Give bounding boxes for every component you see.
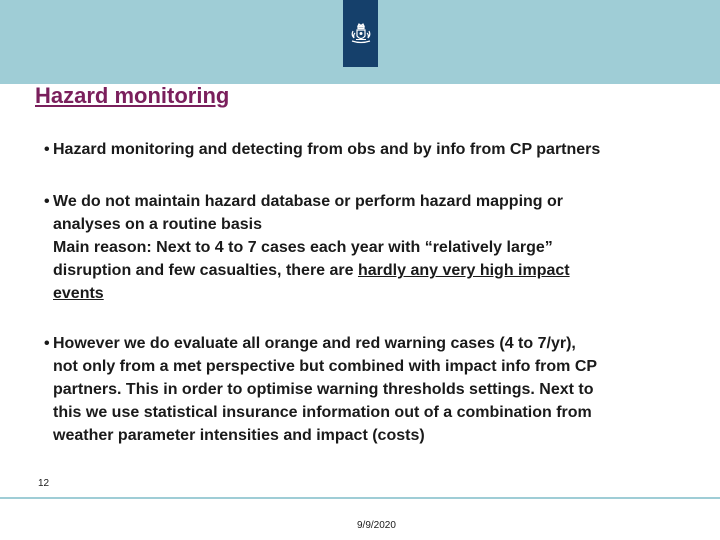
- bullet-text: However we do evaluate all orange and red warning cases (4 to 7/yr),: [53, 335, 576, 352]
- bullet-text: not only from a met perspective but combined with impact info from CP: [53, 358, 598, 375]
- bullet-text: analyses on a routine basis: [53, 216, 262, 233]
- bullet-text: this we use statistical insurance information out of a combination from: [53, 404, 592, 421]
- bullet-item: [44, 138, 684, 161]
- coat-of-arms-emblem-icon: [343, 0, 378, 67]
- bullet-marker: •: [44, 193, 50, 210]
- bullet-text: disruption and few casualties, there are: [53, 262, 358, 279]
- emphasis-text: hardly any very high impact: [357, 262, 570, 279]
- bullet-text: partners. This in order to optimise warning thresholds settings. Next to: [53, 381, 594, 398]
- slide-title: Hazard monitoring: [35, 83, 230, 108]
- emphasis-text: events: [53, 285, 104, 302]
- bullet-text: weather parameter intensities and impact (costs): [53, 427, 425, 444]
- header-band: [0, 0, 720, 84]
- bullet-marker: •: [44, 335, 50, 352]
- bullet-item: [44, 190, 684, 305]
- bullet-item: [44, 332, 684, 447]
- page-number: 12: [38, 478, 50, 489]
- footer-date: 9/9/2020: [357, 520, 396, 531]
- bullet-text: We do not maintain hazard database or perform hazard mapping or: [53, 193, 563, 210]
- bullet-text: Hazard monitoring and detecting from obs and by info from CP partners: [53, 141, 601, 158]
- bullet-text: Main reason: Next to 4 to 7 cases each year with “relatively large”: [53, 239, 553, 256]
- bullet-marker: •: [44, 141, 50, 158]
- footer-divider: [0, 497, 720, 499]
